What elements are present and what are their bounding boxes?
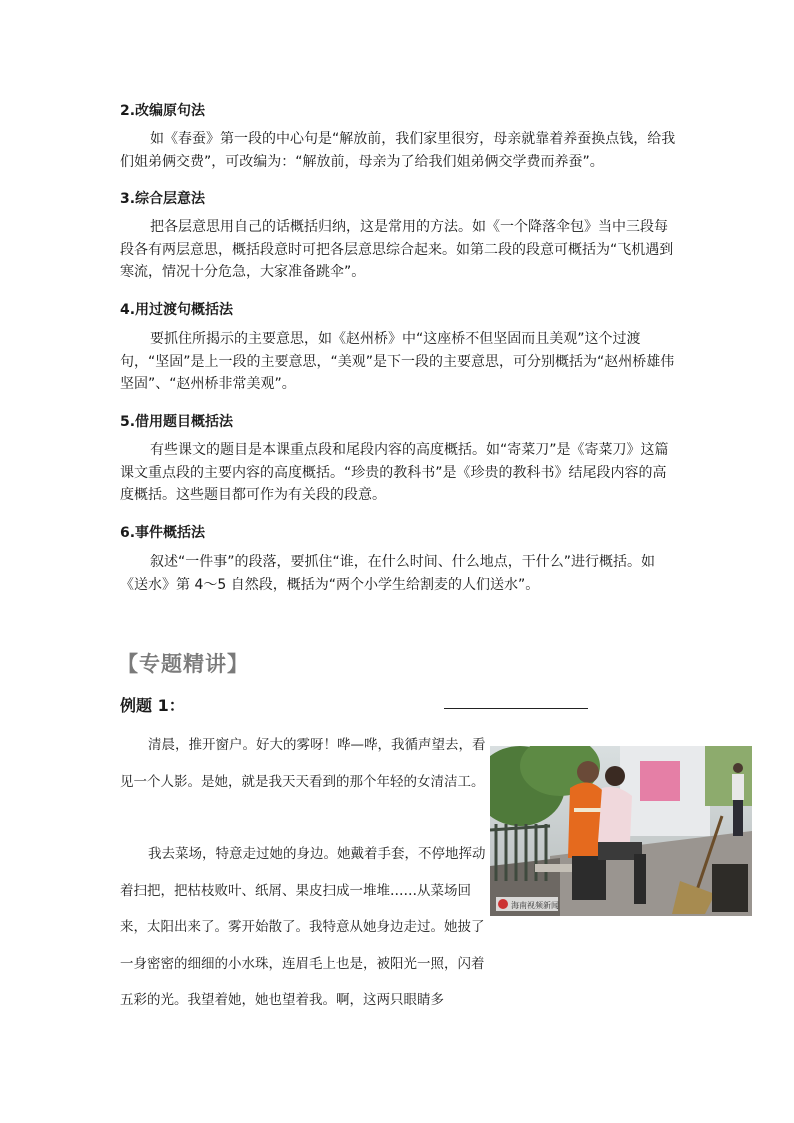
heading-method-6: 6.事件概括法 [120, 525, 206, 541]
story-paragraph-2: 我去菜场，特意走过她的身边。她戴着手套，不停地挥动着扫把，把枯枝败叶、纸屑、果皮扫成一堆堆……从菜场回来，太阳出来了。雾开始散了。我特意从她身边走过。她披了一身密密的细细的小水珠，连眉毛上也是，被阳光一照，闪着五彩的光。我望着她，她也望着我。啊，这两只眼睛多 [120, 846, 486, 1008]
heading-method-2: 2.改编原句法 [120, 103, 206, 119]
section-title: 【专题精讲】 [117, 652, 249, 676]
answer-blank-line [444, 708, 588, 709]
heading-method-5: 5.借用题目概括法 [120, 414, 234, 430]
heading-method-3: 3.综合层意法 [120, 191, 206, 207]
paragraph-method-4: 要抓住所揭示的主要意思，如《赵州桥》中“这座桥不但坚固而且美观”这个过渡句，“坚固”是上一段的主要意思，“美观”是下一段的主要意思，可分别概括为“赵州桥雄伟坚固”、“赵州桥非常美观”。 [120, 331, 675, 392]
photo-watermark: 海南视频新闻 [511, 901, 559, 910]
story-paragraph-1: 清晨，推开窗户。好大的雾呀！哗—哗，我循声望去，看见一个人影。是她，就是我天天看到的那个年轻的女清洁工。 [120, 737, 486, 790]
paragraph-method-3: 把各层意思用自己的话概括归纳，这是常用的方法。如《一个降落伞包》当中三段每段各有两层意思，概括段意时可把各层意思综合起来。如第二段的段意可概括为“飞机遇到寒流，情况十分危急，大家准备跳伞”。 [120, 219, 674, 280]
watermark-logo-icon [498, 899, 508, 909]
paragraph-method-2: 如《春蚕》第一段的中心句是“解放前，我们家里很穷，母亲就靠着养蚕换点钱，给我们姐弟俩交费”，可改编为：“解放前，母亲为了给我们姐弟俩交学费而养蚕”。 [120, 131, 676, 170]
example-label: 例题 1： [120, 696, 185, 715]
heading-method-4: 4.用过渡句概括法 [120, 302, 234, 318]
paragraph-method-5: 有些课文的题目是本课重点段和尾段内容的高度概括。如“寄菜刀”是《寄菜刀》这篇课文重点段的主要内容的高度概括。“珍贵的教科书”是《珍贵的教科书》结尾段内容的高度概括。这些题目都可作为有关段的段意。 [120, 442, 669, 503]
paragraph-method-6: 叙述“一件事”的段落，要抓住“谁，在什么时间、什么地点，干什么”进行概括。如《送水》第 4～5 自然段，概括为“两个小学生给割麦的人们送水”。 [120, 554, 656, 593]
street-cleaner-photo [490, 746, 752, 916]
